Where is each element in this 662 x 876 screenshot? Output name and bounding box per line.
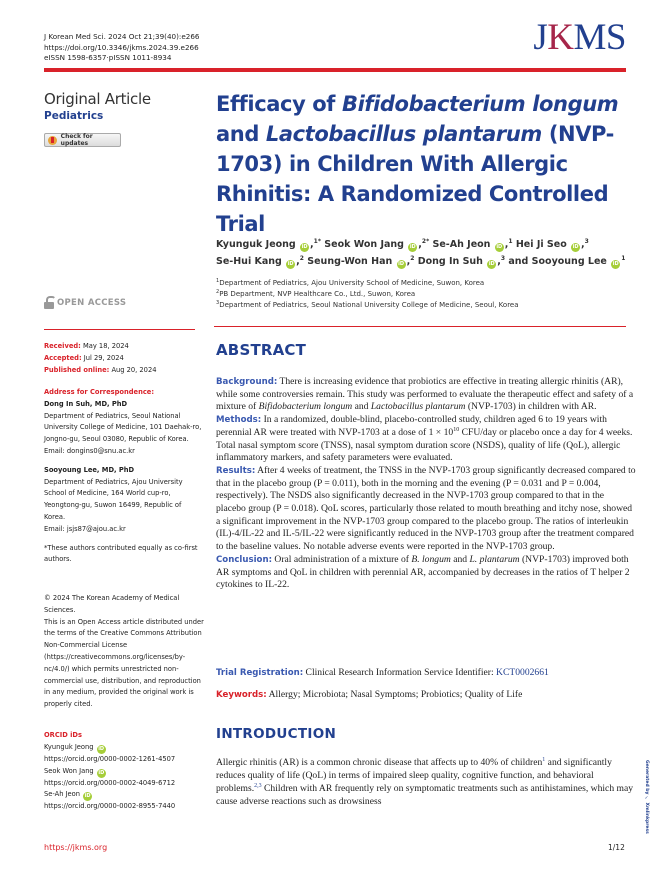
affiliation-divider — [214, 326, 626, 327]
exponent: 10 — [453, 426, 460, 433]
abstract-heading: ABSTRACT — [216, 341, 307, 359]
italic-text: B. longum — [411, 553, 451, 565]
sidebar-divider — [44, 329, 195, 330]
author-name: Sooyoung Lee — [531, 256, 607, 267]
dates-block — [44, 341, 204, 376]
accepted-date: Jul 29, 2024 — [83, 353, 124, 362]
author-sup: 2* — [421, 238, 430, 245]
trial-id-link[interactable]: KCT0002661 — [496, 667, 549, 678]
orcid-icon[interactable]: iD — [612, 261, 619, 267]
journal-logo — [533, 18, 626, 58]
article-type: Original Article — [44, 90, 151, 108]
author-name: Se-Hui Kang — [216, 256, 282, 267]
orcid-icon[interactable]: iD — [488, 261, 495, 267]
author-name: Dong In Suh — [417, 256, 483, 267]
author-name: Seung-Won Han — [307, 256, 393, 267]
affil-num: 2 — [216, 289, 220, 295]
title-text: Efficacy of — [216, 92, 342, 116]
affil-num: 1 — [216, 278, 220, 284]
accepted-label: Accepted: — [44, 353, 82, 362]
check-for-updates-button[interactable] — [44, 133, 121, 147]
author-sup: 3 — [500, 255, 506, 262]
text: and significantly reduces quality of life (QoL) in terms of impaired sleep quality, cognitive function, and behavioral problems. — [216, 757, 612, 794]
author-sup: 2 — [410, 255, 415, 262]
author-sup: 1 — [508, 238, 513, 245]
published-date: Aug 20, 2024 — [111, 365, 157, 374]
title-italic: Lactobacillus plantarum — [265, 122, 542, 146]
license-block — [44, 593, 204, 711]
author-name: Hei Ji Seo — [515, 239, 567, 250]
conclusion-label: Conclusion: — [216, 554, 273, 565]
orcid-icon[interactable]: iD — [572, 244, 579, 250]
author-list: Kyunguk Jeong iD ,$^{1*}$ Seok Won Jang iD ,$^{2*}$ Se-Ah Jeon iD ,$^1$ Hei Ji Seo iD ,$^3$ Se-Hui Kang iD ,$^2$ Seung-Won Han iD ,$^2$ Dong In Suh iD ,$^3$ and Sooyoung Lee $iD^1$ — [216, 238, 626, 267]
keywords — [216, 689, 636, 700]
issn: eISSN 1598-6357·pISSN 1011-8934 — [44, 53, 172, 62]
affiliations — [216, 278, 636, 311]
orcid-link[interactable]: https://orcid.org/0000-0002-4049-6712 — [44, 778, 176, 787]
abstract-body — [216, 376, 636, 592]
abstract-conclusion — [216, 554, 636, 592]
text: (NVP-1703) in children with AR. — [465, 401, 597, 413]
text: Clinical Research Information Service Identifier: — [303, 667, 497, 678]
background-label: Background: — [216, 377, 278, 387]
logo-k: K — [547, 17, 574, 58]
trial-label: Trial Registration: — [216, 668, 304, 678]
orcid-block — [44, 730, 204, 813]
abstract-methods — [216, 414, 636, 465]
corr-name: Dong In Suh, MD, PhD — [44, 399, 128, 408]
author-sup: 3 — [584, 238, 589, 245]
received-date: May 18, 2024 — [82, 342, 129, 350]
text: Allergic rhinitis (AR) is a common chronic disease that affects up to 40% of children — [216, 757, 543, 768]
cofirst-note: *These authors contributed equally as co-first authors. — [44, 543, 198, 564]
license-text: This is an Open Access article distributed under the terms of the Creative Commons Attribution Non-Commercial License (https://creativecommons.org/licenses/by-nc/4.0/) which permits unrestricted non-commercial use, distribution, and reproduction in any medium, provided the original work is properly cited. — [44, 617, 204, 709]
abstract-background — [216, 376, 636, 414]
author-name: Seok Won Jang — [324, 239, 404, 250]
orcid-icon: iD — [98, 745, 105, 752]
corr-email[interactable]: Email: jsjs87@ajou.ac.kr — [44, 524, 126, 533]
reference-link[interactable]: 2,3 — [254, 782, 262, 789]
reference-link[interactable]: 1 — [542, 757, 546, 763]
orcid-icon: iD — [84, 793, 91, 800]
title-text: (NVP-1703) in Children With Allergic Rhinitis: A Randomized Controlled Trial — [216, 122, 614, 236]
author-name: Kyunguk Jeong — [216, 239, 296, 250]
article-section: Pediatrics — [44, 110, 104, 122]
citation: J Korean Med Sci. 2024 Oct 21;39(40):e266 — [44, 32, 200, 41]
orcid-icon[interactable]: iD — [496, 244, 503, 250]
corr-address: Department of Pediatrics, Ajou University School of Medicine, 164 World cup-ro, Yeongtong-gu, Suwon 16499, Republic of Korea. — [44, 477, 183, 521]
author-sup: 1* — [313, 238, 321, 245]
citation-block — [44, 32, 200, 64]
open-access-label: OPEN ACCESS — [57, 297, 127, 308]
affil-text: Department of Pediatrics, Seoul National University College of Medicine, Seoul, Korea — [219, 301, 519, 309]
correspondence-label: Address for Correspondence: — [44, 388, 155, 396]
page-number: 1/12 — [608, 843, 625, 852]
text: CFU/day or placebo once a day for 4 weeks. Total nasal symptom score (TNSS), nasal symptom duration score (NSDS), quality of life (QoL), allergic inflammatory markers, and safety parameters were evaluated. — [216, 426, 633, 464]
abstract-results — [216, 465, 636, 554]
received-label: Received: — [44, 342, 81, 350]
article-title — [216, 89, 636, 239]
orcid-name: Seok Won Jang — [44, 766, 94, 775]
text: and — [352, 401, 371, 413]
affil-num: 3 — [216, 300, 220, 306]
orcid-link[interactable]: https://orcid.org/0000-0002-1261-4507 — [44, 754, 176, 763]
text: and — [450, 553, 470, 565]
orcid-icon: iD — [98, 769, 105, 776]
italic-text: Lactobacillus plantarum — [370, 401, 466, 413]
orcid-link[interactable]: https://orcid.org/0000-0002-8955-7440 — [44, 802, 176, 811]
orcid-icon[interactable]: iD — [287, 261, 294, 267]
affiliation — [216, 300, 636, 311]
published-label: Published online: — [44, 365, 110, 374]
and-text: and — [508, 256, 529, 267]
text: There is increasing evidence that probiotics are effective in treating allergic rhinitis (AR), while some controversies remain. This study was performed to evaluate the therapeutic effect and safety of a mixture of — [216, 376, 634, 413]
orcid-label: ORCID iDs — [44, 731, 82, 739]
author-sup: 1 — [621, 255, 626, 262]
check-updates-label: Check for updates — [60, 133, 93, 147]
keywords-text: Allergy; Microbiota; Nasal Symptoms; Probiotics; Quality of Life — [266, 689, 523, 700]
generator-credit: Generated by ✓ Xmlinkpress — [644, 760, 649, 834]
bookmark-icon — [48, 136, 57, 145]
orcid-name: Kyunguk Jeong — [44, 742, 94, 751]
affiliation — [216, 289, 636, 300]
header-divider — [44, 68, 626, 72]
italic-text: L. plantarum — [469, 553, 520, 565]
text: (NVP-1703) improved both AR symptoms and QoL in children with perennial AR, accompanied by decreases in the ratios of T helper 2 cytokines to IL-22. — [216, 553, 630, 591]
logo-ms: MS — [573, 17, 626, 58]
orcid-name: Se-Ah Jeon — [44, 790, 80, 799]
author-sup: 2 — [299, 255, 304, 262]
italic-text: Bifidobacterium longum — [258, 401, 353, 413]
correspondence-block — [44, 387, 204, 566]
text: In a randomized, double-blind, placebo-controlled study, children aged 6 to 19 years with perennial AR were treated with NVP-1703 at a dose of 1 × 10 — [216, 414, 607, 438]
affiliation — [216, 278, 636, 289]
journal-url-link[interactable]: https://jkms.org — [44, 843, 108, 852]
affil-text: Department of Pediatrics, Ajou University School of Medicine, Suwon, Korea — [219, 279, 485, 287]
orcid-icon[interactable]: iD — [398, 261, 405, 267]
text: Children with AR frequently rely on symptomatic treatments such as antihistamines, which may cause adverse reactions such as drowsiness — [216, 782, 634, 807]
orcid-icon[interactable]: iD — [409, 244, 416, 250]
copyright: © 2024 The Korean Academy of Medical Sciences. — [44, 594, 180, 614]
text: Oral administration of a mixture of — [272, 553, 412, 565]
author-name: Se-Ah Jeon — [432, 239, 491, 250]
introduction-heading: INTRODUCTION — [216, 726, 337, 742]
corr-email[interactable]: Email: dongins0@snu.ac.kr — [44, 446, 135, 455]
title-text: and — [216, 122, 266, 146]
open-access-badge — [44, 296, 126, 309]
trial-registration — [216, 667, 636, 678]
doi-link[interactable]: https://doi.org/10.3346/jkms.2024.39.e266 — [44, 42, 199, 52]
text: After 4 weeks of treatment, the TNSS in the NVP-1703 group significantly decreased compared to that in the placebo group (P = 0.011), both in the morning and the evening (P = 0.031 and P = 0.004, respectively). The NSDS also significantly decreased in the NVP-1703 group compared to that in the placebo group (P = 0.018). QoL scores, particularly those related to mouth breathing and itchy nose, showed a significant improvement in the NVP-1703 group compared to the placebo group. The ratios of interleukin (IL)-4/IL-22 and IL-5/IL-22 were significantly reduced in the NVP-1703 group after the treatment compared to the baseline values. No notable adverse events were reported in the NVP-1703 group. — [216, 464, 636, 553]
title-italic: Bifidobacterium longum — [341, 92, 619, 116]
orcid-icon[interactable]: iD — [301, 244, 308, 250]
affil-text: PB Department, NVP Healthcare Co., Ltd., Suwon, Korea — [219, 290, 416, 298]
results-label: Results: — [216, 465, 256, 476]
corr-name: Sooyoung Lee, MD, PhD — [44, 465, 135, 474]
methods-label: Methods: — [216, 415, 262, 426]
corr-address: Department of Pediatrics, Seoul National University College of Medicine, 101 Daehak-ro, Jongno-gu, Seoul 03080, Republic of Korea. — [44, 411, 202, 444]
keywords-label: Keywords: — [216, 690, 267, 700]
logo-j: J — [533, 17, 548, 58]
introduction-body — [216, 757, 636, 809]
open-lock-icon — [44, 296, 54, 309]
